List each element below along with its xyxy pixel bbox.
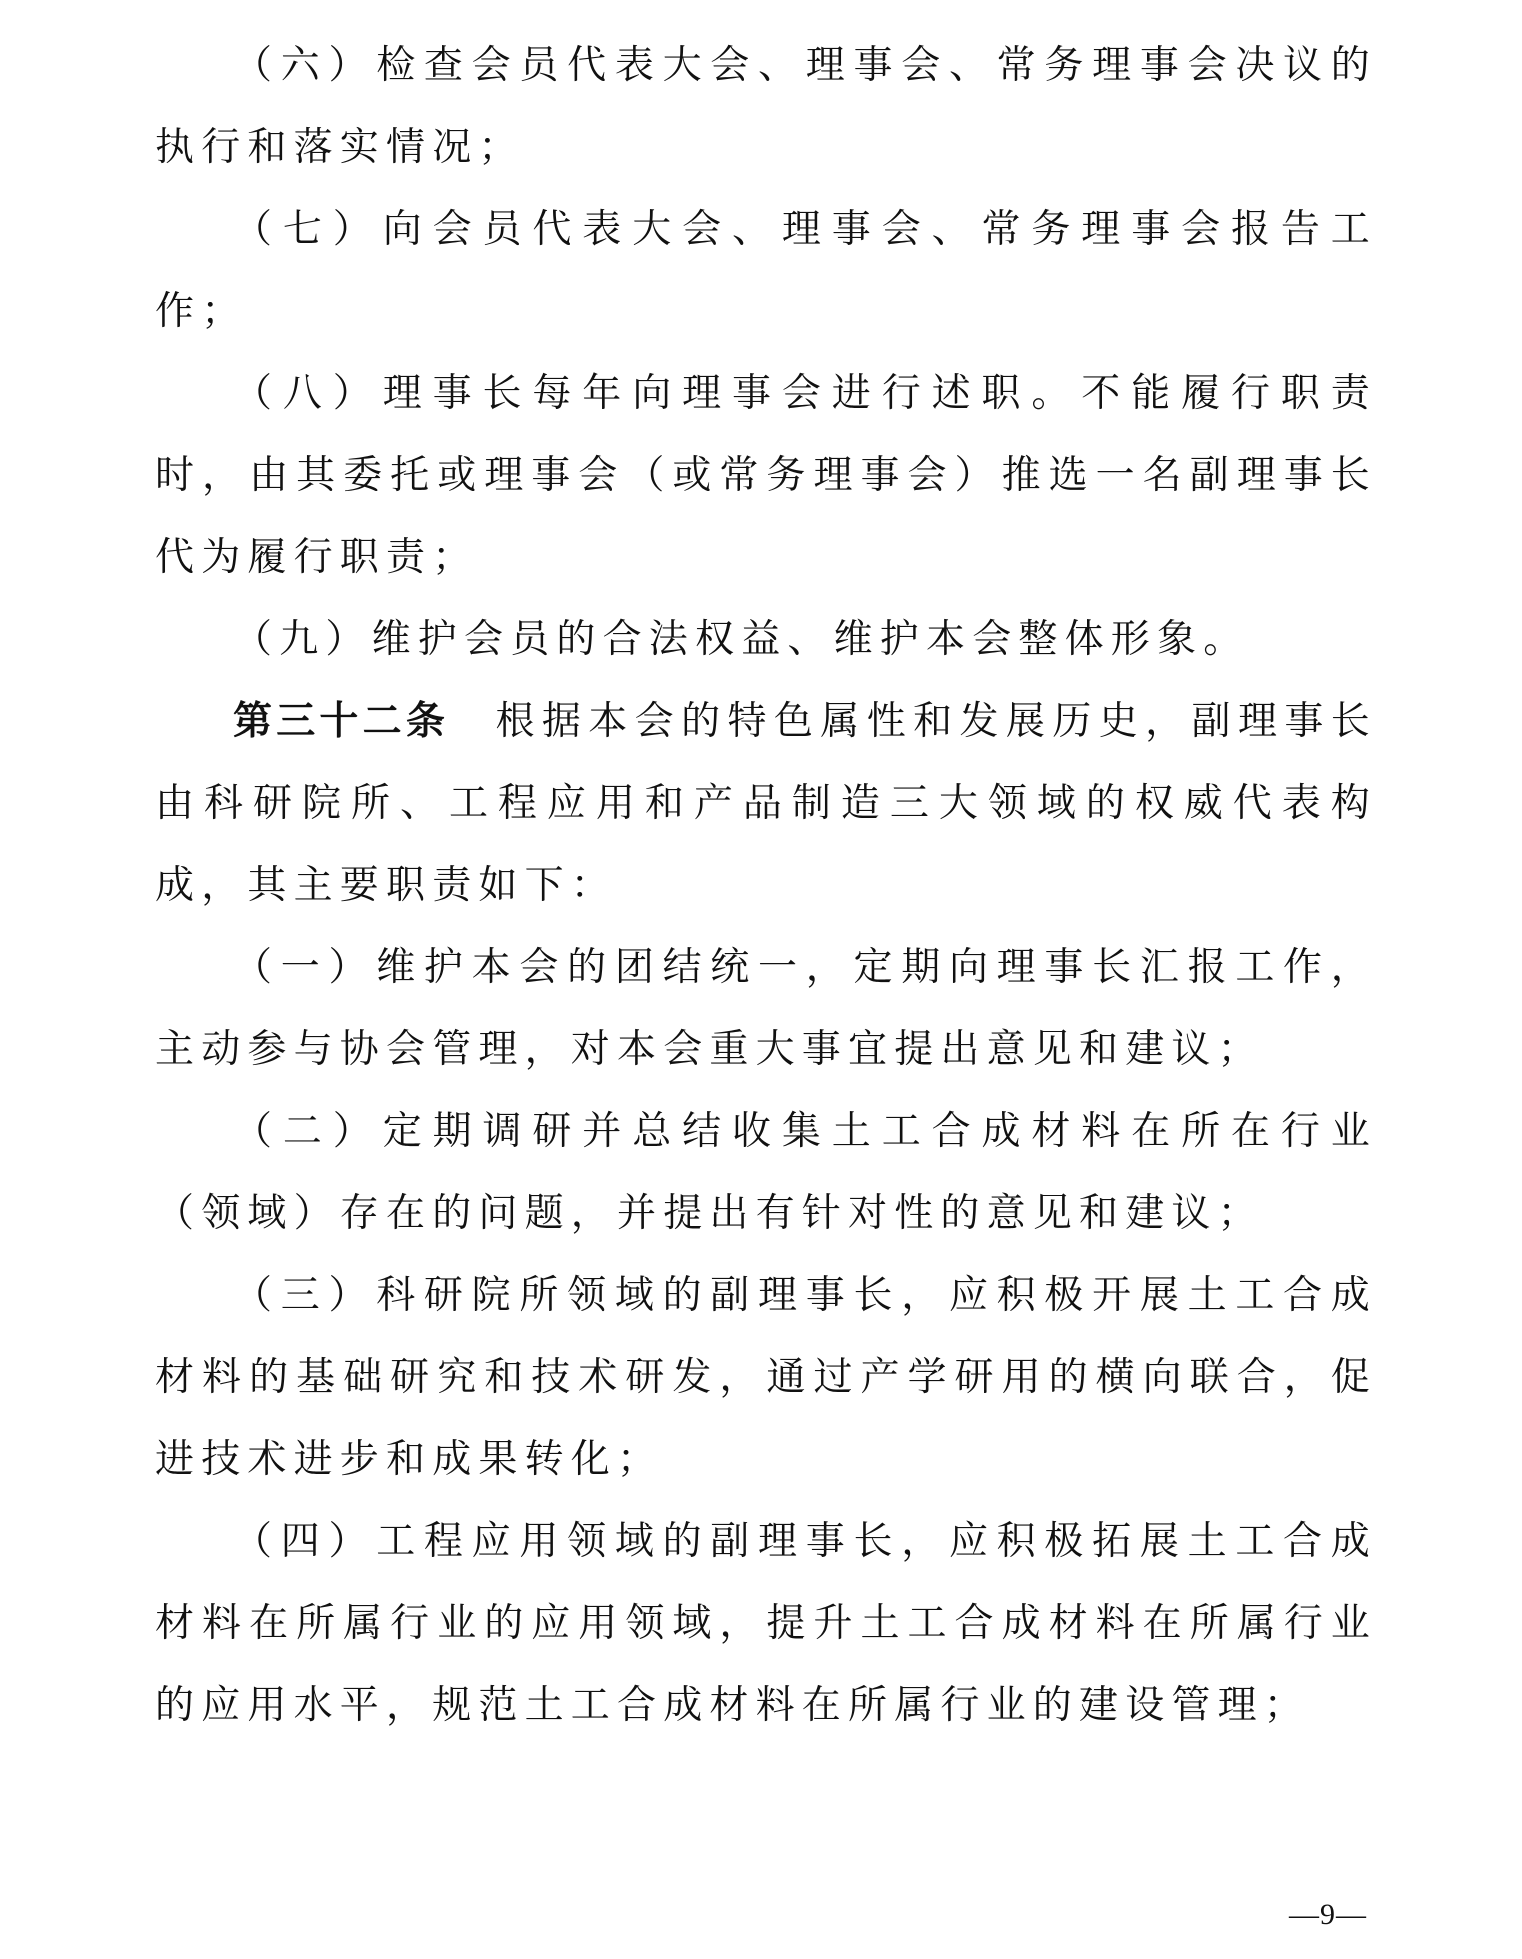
page-number: —9— [1289,1898,1367,1931]
article-title: 第三十二条 [233,699,450,744]
duty-item-4: （四）工程应用领域的副理事长，应积极拓展土工合成材料在所属行业的应用领域，提升土工合成材料在所属行业的应用水平，规范土工合成材料在所属行业的建设管理； [155,1519,1377,1728]
paragraph-item-8: （八）理事长每年向理事会进行述职。不能履行职责时，由其委托或理事会（或常务理事会）推选一名副理事长代为履行职责； [155,371,1377,580]
document-body [155,25,1377,1747]
paragraph-item-9: （九）维护会员的合法权益、维护本会整体形象。 [233,617,1250,662]
duty-item-1: （一）维护本会的团结统一，定期向理事长汇报工作，主动参与协会管理，对本会重大事宜提出意见和建议； [155,945,1377,1072]
article-body: 根据本会的特色属性和发展历史，副理事长由科研院所、工程应用和产品制造三大领域的权威代表构成，其主要职责如下： [155,699,1377,908]
paragraph-item-7: （七）向会员代表大会、理事会、常务理事会报告工作； [155,207,1377,334]
paragraph-item-6: （六）检查会员代表大会、理事会、常务理事会决议的执行和落实情况； [155,43,1377,170]
duty-item-2: （二）定期调研并总结收集土工合成材料在所在行业（领域）存在的问题，并提出有针对性的意见和建议； [155,1109,1377,1236]
article-32 [155,681,1377,927]
duty-item-3: （三）科研院所领域的副理事长，应积极开展土工合成材料的基础研究和技术研发，通过产学研用的横向联合，促进技术进步和成果转化； [155,1273,1377,1482]
